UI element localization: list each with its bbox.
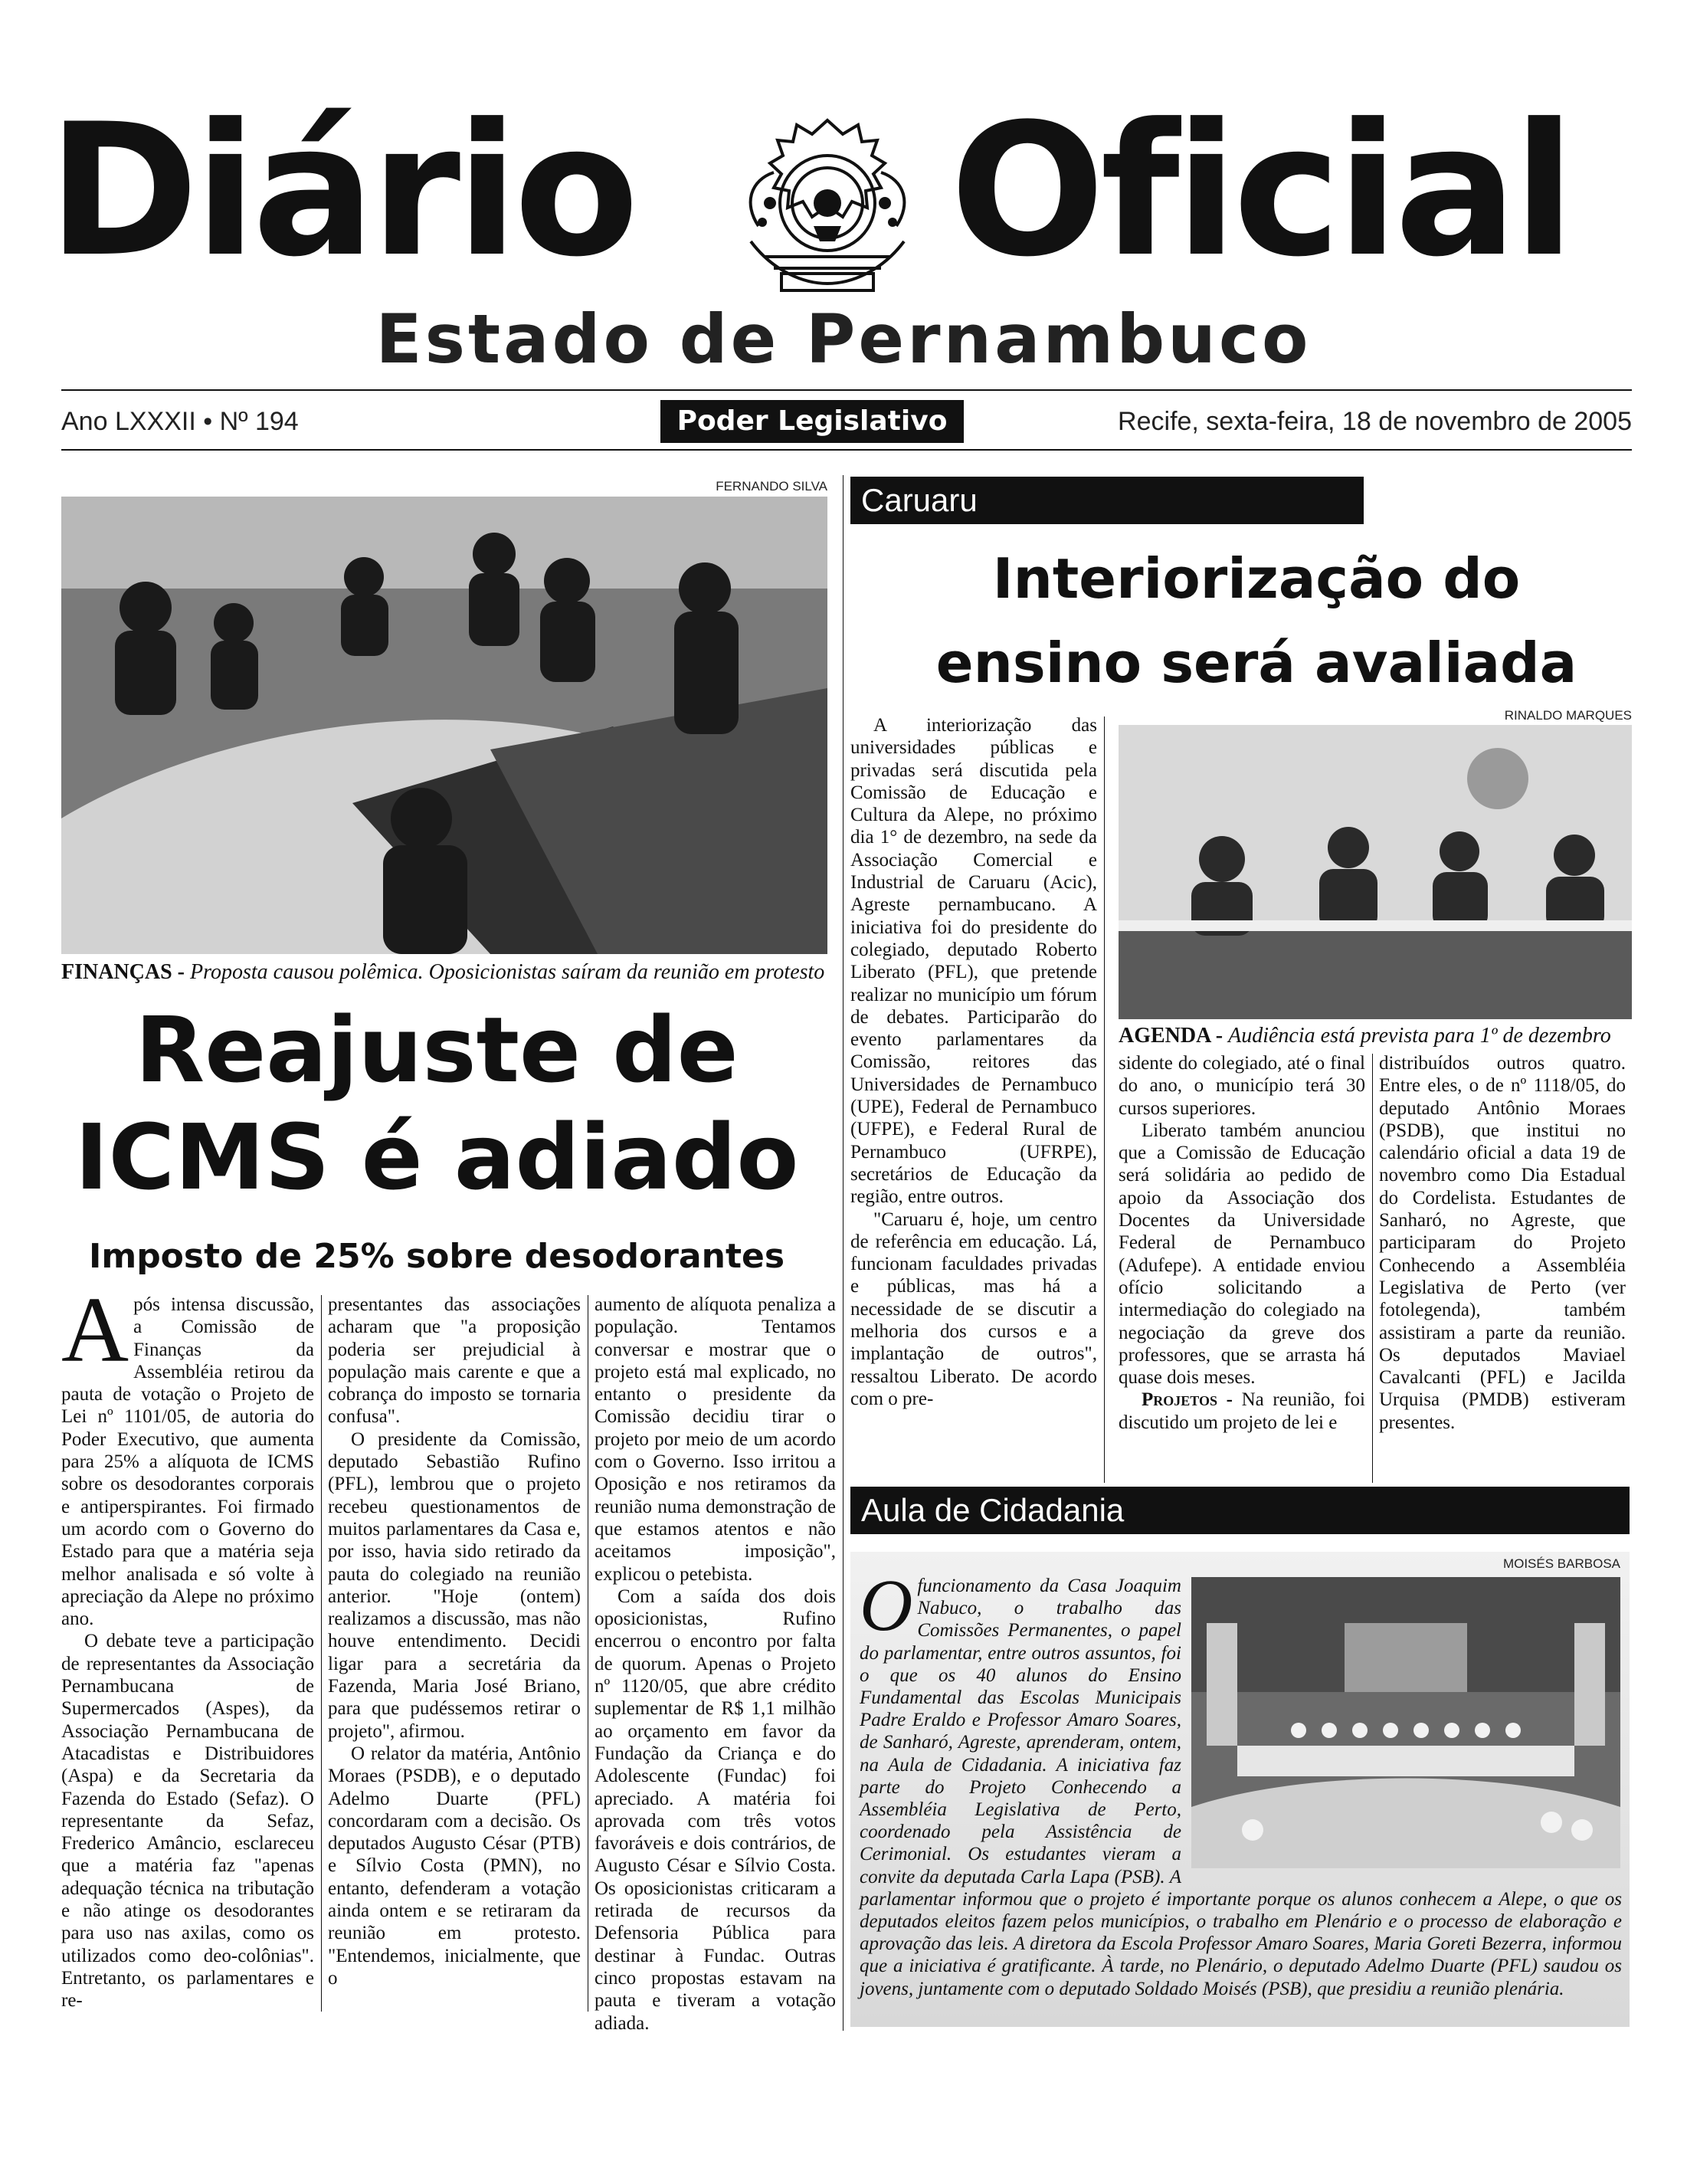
paragraph: distribuídos outros quatro. Entre eles, o de nº 1118/05, do deputado Antônio Moraes (PSDB), que institui no calendário oficial a data 19 de novembro como Dia Estadual do Cordelista. Estudantes de Sanharó, no Agreste, que participaram do Projeto Conhecendo a Assembléia Legislativa de Perto (ver fotolegenda), também assistiram a parte da reunião. Os deputados Maviael Cavalcanti (PFL) e Jacilda Urquisa (PMDB) estiveram presentes.: [1379, 1053, 1626, 1433]
photo-credit: RINALDO MARQUES: [1504, 708, 1632, 723]
column-divider: [1372, 1054, 1373, 1483]
paragraph: O relator da matéria, Antônio Moraes (PSDB), e o deputado Adelmo Duarte (PFL) concordaram com a decisão. Os deputados Augusto César (PTB) e Sílvio Costa (PMN), no entanto, defenderam a votação ainda ontem e se retiraram da reunião em protesto. "Entendemos, inicialmente, que o: [328, 1743, 581, 1989]
dateline: Recife, sexta-feira, 18 de novembro de 2005: [1118, 407, 1632, 436]
photo-credit: MOISÉS BARBOSA: [1502, 1556, 1620, 1571]
paragraph: Liberato também anunciou que a Comissão de Educação será solidária ao pedido de apoio da Associação dos Docentes da Universidade Federal de Pernambuco (Adufepe). A entidade enviou ofício solicitando a intermediação do colegiado na negociação da greve dos professores, que se arrasta há quase dois meses.: [1119, 1120, 1365, 1389]
masthead-title-left: Diário: [47, 85, 635, 297]
section-badge: Poder Legislativo: [660, 400, 964, 443]
edition-number: Ano LXXXII • Nº 194: [61, 407, 299, 436]
caption-label: AGENDA -: [1119, 1024, 1223, 1048]
lead-headline-line-2: ICMS é adiado: [74, 1104, 799, 1210]
caption-text: Audiência está prevista para 1º de dezembro: [1228, 1024, 1611, 1048]
caruaru-tab: Caruaru: [850, 477, 1364, 524]
commission-meeting-photo: [61, 497, 827, 954]
column-divider: [321, 1295, 322, 2012]
page-column-divider: [843, 475, 844, 2031]
paragraph: [1119, 1389, 1365, 1434]
caption-text: Proposta causou polêmica. Oposicionistas saíram da reunião em protesto: [190, 960, 825, 984]
paragraph: "Caruaru é, hoje, um centro de referência em educação. Lá, funcionam faculdades privadas e públicas, mas há a necessidade de se discutir a melhoria dos cursos e a implantação de outros", ressaltou Liberato. De acordo com o pre-: [850, 1208, 1097, 1409]
caruaru-column-1: [850, 714, 1097, 1504]
paragraph: sidente do colegiado, até o final do ano, o município terá 30 cursos superiores.: [1119, 1053, 1365, 1119]
aula-paragraph: funcionamento da Casa Joaquim Nabuco, o trabalho das Comissões Permanentes, o papel do parlamentar, entre outros assuntos, foi o que os 40 alunos do Ensino Fundamental das Escolas Municipais Padre Eraldo e Professor Amaro Soares, de Sanharó, Agreste, aprenderam, ontem, na Aula de Cidadania. A iniciativa faz parte do Projeto Conhecendo a Assembléia Legislativa de Perto, coordenado pela Assistência de Cerimonial. Os estudantes vieram a convite da deputada Carla Lapa (PSB). A parlamentar informou que o projeto é importante porque os alunos conhecem a Alepe, o que os deputados eleitos fazem pelos municípios, o trabalho em Plenário e o processo de elaboração e aprovação das leis. A diretora da Escola Professor Amaro Soares, Maria Goreti Bezerra, informou que a iniciativa é gratificante. À tarde, no Plenário, o deputado Adelmo Duarte (PFL) saudou os jovens, juntamente com o deputado Soldado Moisés (PSB), que presidiu a reunião plenária.: [860, 1576, 1622, 1999]
masthead-bottom-rule: [61, 449, 1632, 451]
caruaru-headline-line-1: Interiorização do: [992, 546, 1521, 611]
paragraph: aumento de alíquota penaliza a população. Tentamos conversar e mostrar que o projeto está mal explicado, no entanto o presidente da Comissão decidiu tirar o projeto por meio de um acordo com o Governo. Isso irritou a Oposição e nos retiramos da reunião numa demonstração de que estamos atentos e não aceitamos imposição", explicou o petebista.: [595, 1294, 836, 1585]
paragraph: A interiorização das universidades públicas e privadas será discutida pela Comissão de Educação e Cultura da Alepe, no próximo dia 1° de dezembro, na sede da Associação Comercial e Industrial de Caruaru (Acic), Agreste pernambucano. A iniciativa foi do presidente do colegiado, deputado Roberto Liberato (PFL), que pretende realizar no município um fórum de debates. Participarão do evento parlamentares da Comissão, reitores das Universidades de Pernambuco (UPE), Federal de Pernambuco (UFPE), e Federal Rural de Pernambuco (UFRPE), secretários de Educação da região, entre outros.: [850, 715, 1097, 1208]
lead-subhead: Imposto de 25% sobre desodorantes: [88, 1237, 785, 1276]
subhead-label: Projetos -: [1142, 1389, 1233, 1411]
lead-column-2: [328, 1294, 581, 2014]
masthead-top-rule: [61, 389, 1632, 391]
column-divider: [1104, 717, 1105, 1483]
paragraph: pós intensa discussão, a Comissão de Finanças da Assembléia retirou da pauta de votação o Projeto de Lei nº 1101/05, de autoria do Poder Executivo, que aumenta para 25% a alíquota de ICMS sobre os desodorantes corporais e antiperspirantes. Foi firmado um acordo com o Governo do Estado para que a matéria seja melhor analisada e só volte à apreciação da Alepe no próximo ano.: [61, 1294, 314, 1630]
paragraph: presentantes das associações acharam que "a proposição poderia ser prejudicial à população mais carente e que a cobrança do imposto se tornaria confusa".: [328, 1294, 581, 1428]
caruaru-column-2: [1119, 1052, 1365, 1504]
lead-photo-caption: [61, 959, 835, 985]
lead-column-1: [61, 1278, 314, 2014]
dropcap: O: [860, 1564, 913, 1646]
masthead-subtitle: Estado de Pernambuco: [375, 300, 1312, 379]
lead-headline: [54, 996, 820, 1226]
paragraph: O debate teve a participação de representantes da Associação Pernambucana de Supermercados (Aspes), da Associação Pernambucana de Atacadistas e Distribuidores (Aspa) e da Secretaria da Fazenda do Estado (Sefaz). O representante da Sefaz, Frederico Amâncio, esclareceu que a matéria faz "apenas adequação técnica na tributação e não atinge os desodorantes para uso nas axilas, como os utilizados como deo-colônias". Entretanto, os parlamentares e re-: [61, 1631, 314, 2012]
masthead-title-right: Oficial: [950, 85, 1571, 297]
caption-label: FINANÇAS -: [61, 960, 185, 984]
education-commission-photo: [1119, 725, 1632, 1019]
caruaru-headline: [850, 536, 1662, 705]
photo-credit: FERNANDO SILVA: [716, 479, 827, 494]
caruaru-photo-caption: [1119, 1023, 1640, 1049]
caruaru-headline-line-2: ensino será avaliada: [935, 631, 1577, 695]
lead-headline-line-1: Reajuste de: [135, 997, 739, 1103]
dropcap: A: [61, 1278, 129, 1382]
paragraph: O presidente da Comissão, deputado Sebastião Rufino (PFL), lembrou que o projeto recebeu questionamentos de muitos parlamentares da Casa e, por isso, havia sido retirado da pauta do colegiado na reunião anterior. "Hoje (ontem) realizamos a discussão, mas não houve entendimento. Decidi ligar para a secretária da Fazenda, Maria José Briano, para que pudéssemos retirar o projeto", afirmou.: [328, 1428, 581, 1742]
aula-tab: Aula de Cidadania: [850, 1487, 1630, 1534]
aula-story-text: [860, 1564, 1622, 2019]
lead-column-3: [595, 1294, 836, 2034]
paragraph: Com a saída dos dois oposicionistas, Rufino encerrou o encontro por falta de quorum. Apenas o Projeto nº 1120/05, que abre crédito suplementar de R$ 1,1 milhão ao orçamento em favor da Fundação da Criança e do Adolescente (Fundac) foi apreciado. A matéria foi aprovada com três votos favoráveis e dois contrários, de Augusto César e Sílvio Costa. Os oposicionistas criticaram a retirada de recursos da Defensoria Pública para destinar à Fundac. Outras cinco propostas estavam na pauta e tiveram a votação adiada.: [595, 1586, 836, 2034]
caruaru-column-3: [1379, 1052, 1626, 1504]
paragraph-text: Na reunião, foi discutido um projeto de lei e: [1119, 1389, 1365, 1433]
state-coat-of-arms-icon: [728, 111, 927, 303]
photo-float-spacer: [1181, 1575, 1622, 1866]
